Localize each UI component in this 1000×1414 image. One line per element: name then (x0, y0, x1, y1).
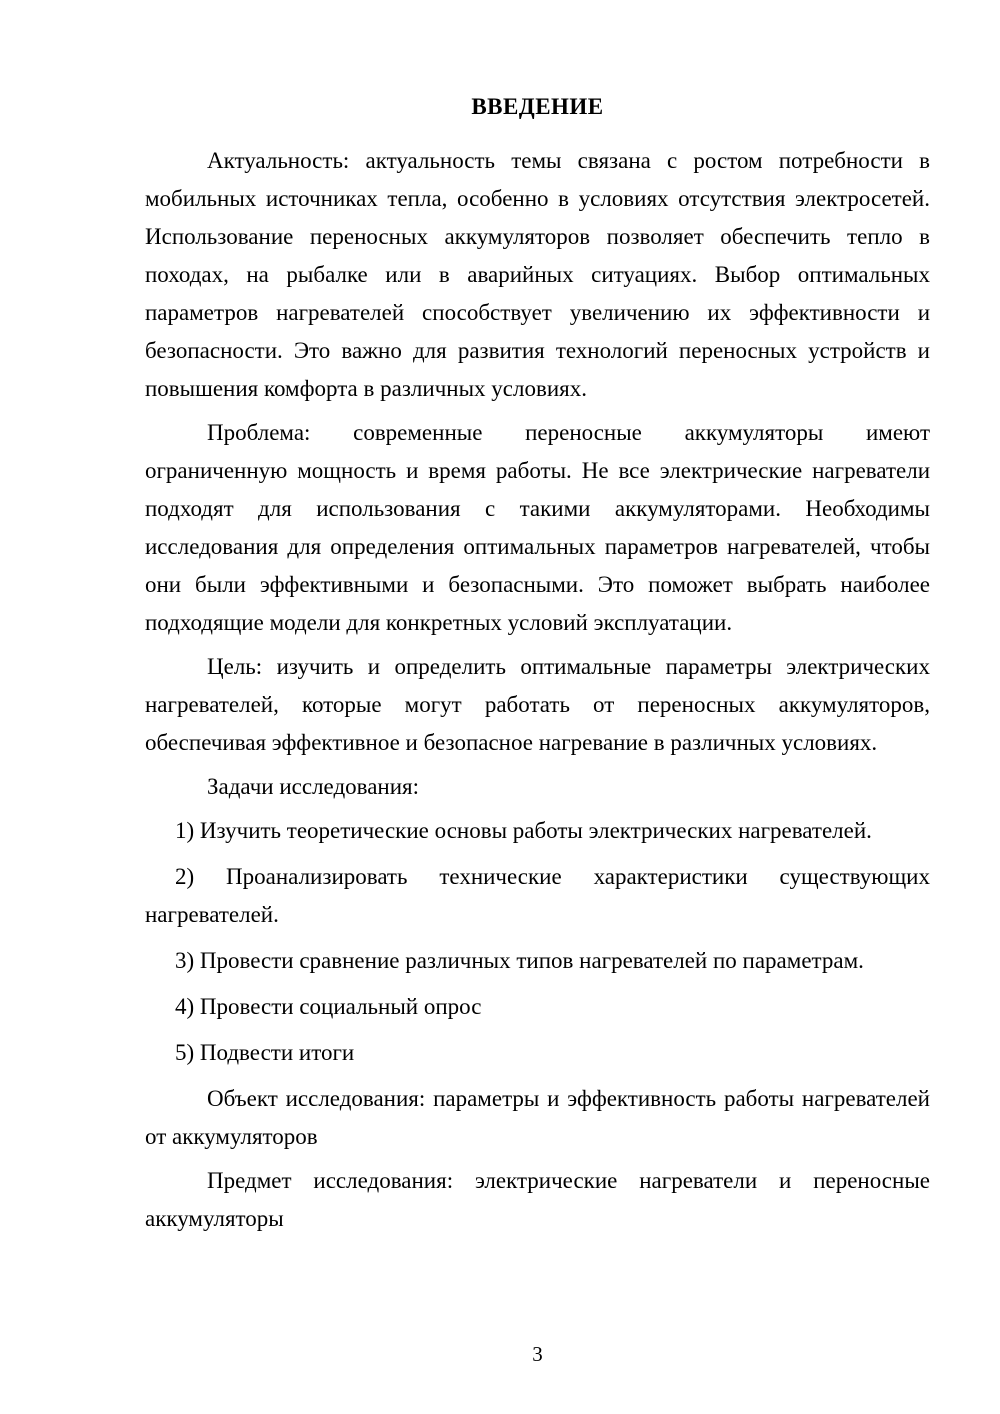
task-item-4: 4) Провести социальный опрос (175, 994, 482, 1019)
page-number: 3 (532, 1342, 543, 1366)
paragraph-subject: Предмет исследования: электрические нагреватели и переносные аккумуляторы (145, 1168, 930, 1231)
tasks-heading: Задачи исследования: (207, 774, 420, 799)
task-item-1: 1) Изучить теоретические основы работы электрических нагревателей. (175, 818, 872, 843)
section-title: ВВЕДЕНИЕ (471, 94, 604, 119)
task-item-3: 3) Провести сравнение различных типов нагревателей по параметрам. (175, 948, 864, 973)
paragraph-actuality: Актуальность: актуальность темы связана с ростом потребности в мобильных источниках тепла, особенно в условиях отсутствия электросетей. Использование переносных аккумуляторов позволяет обеспечить тепло в походах, на рыбалке или в аварийных ситуациях. Выбор оптимальных параметров нагревателей способствует увеличению их эффективности и безопасности. Это важно для развития технологий переносных устройств и повышения комфорта в различных условиях. (145, 148, 930, 401)
paragraph-object: Объект исследования: параметры и эффективность работы нагревателей от аккумуляторов (145, 1086, 930, 1149)
paragraph-goal: Цель: изучить и определить оптимальные параметры электрических нагревателей, которые могут работать от переносных аккумуляторов, обеспечивая эффективное и безопасное нагревание в различных условиях. (145, 654, 930, 755)
task-item-2: 2) Проанализировать технические характеристики существующих нагревателей. (145, 864, 930, 927)
paragraph-problem: Проблема: современные переносные аккумуляторы имеют ограниченную мощность и время работы. Не все электрические нагреватели подходят для использования с такими аккумуляторами. Необходимы исследования для определения оптимальных параметров нагревателей, чтобы они были эффективными и безопасными. Это поможет выбрать наиболее подходящие модели для конкретных условий эксплуатации. (145, 420, 930, 635)
task-item-5: 5) Подвести итоги (175, 1040, 355, 1065)
